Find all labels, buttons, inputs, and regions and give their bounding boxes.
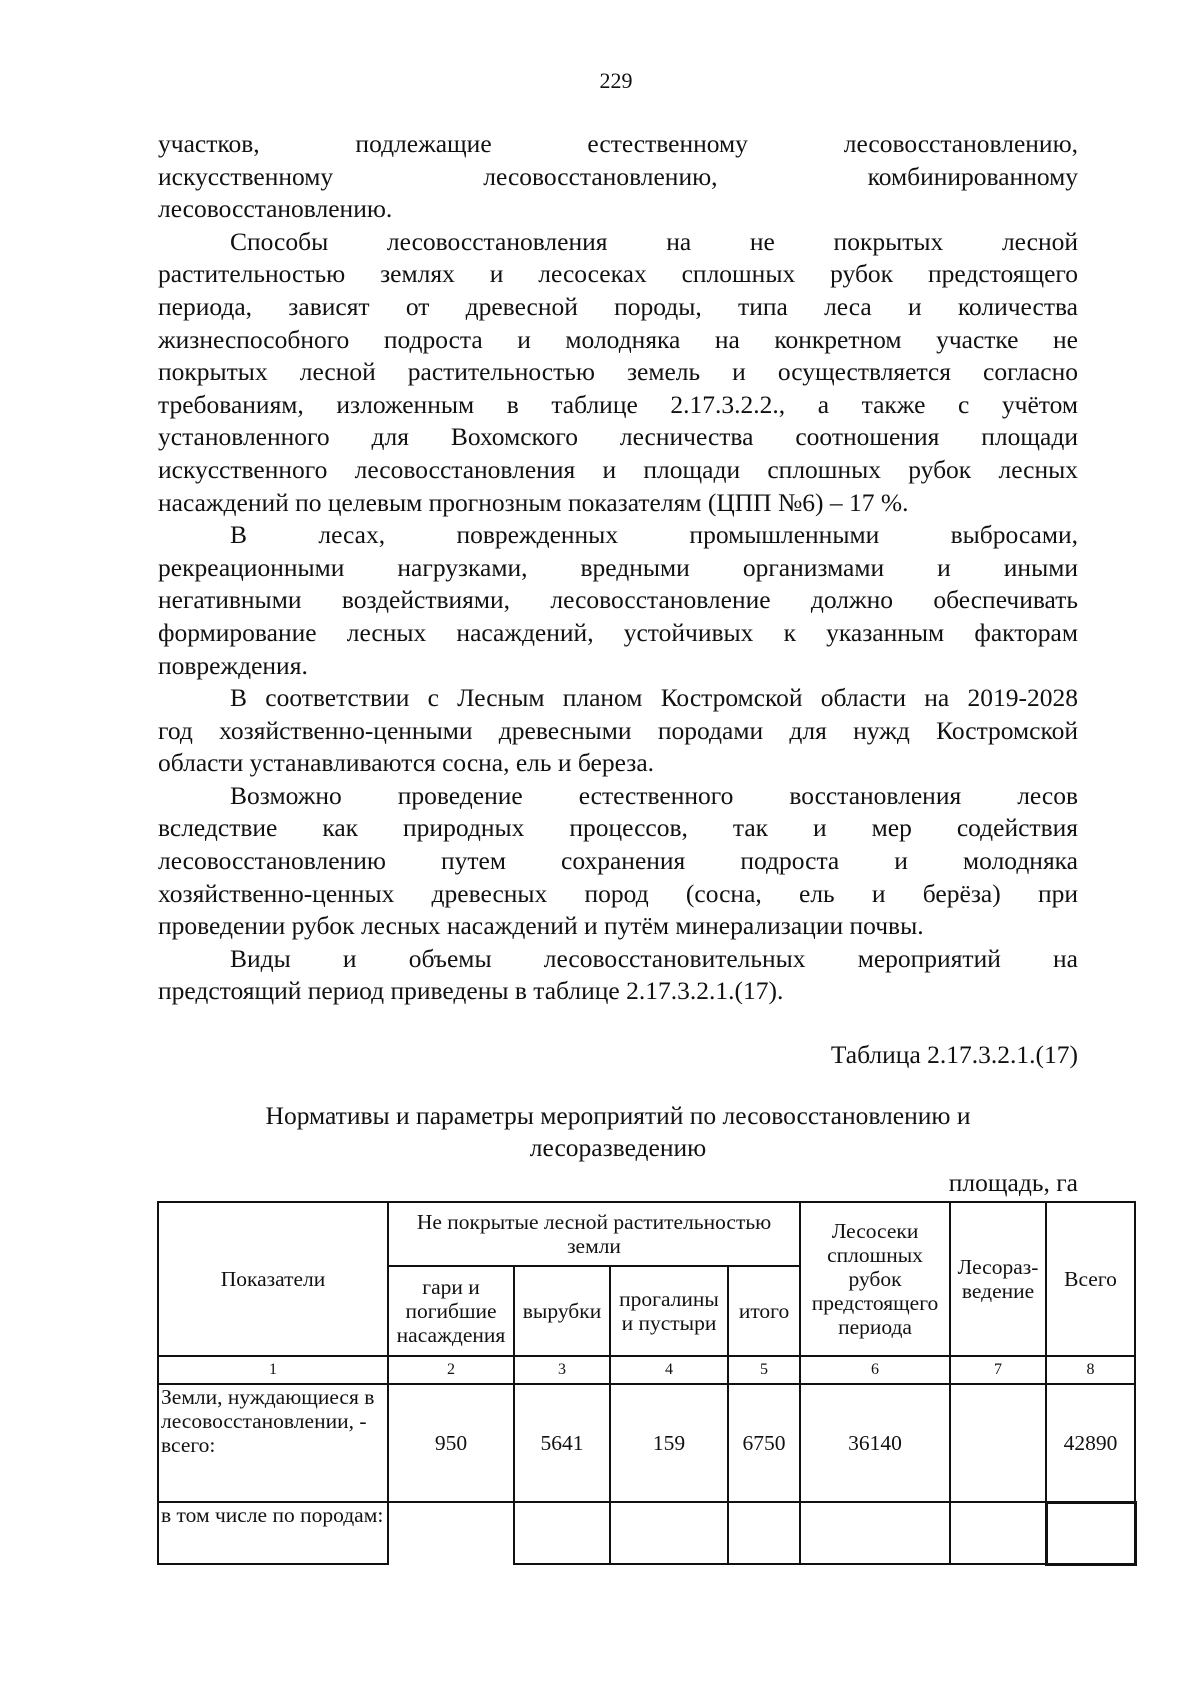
header-indicators: Показатели [158, 1202, 388, 1356]
table-row [158, 1384, 1135, 1502]
header-burned: гари и погибшие насаждения [388, 1266, 514, 1356]
table-cell [610, 1502, 728, 1564]
table-cell [950, 1384, 1046, 1502]
header-clearcuts: вырубки [514, 1266, 610, 1356]
table-cell [728, 1502, 800, 1564]
table-row [158, 1502, 1135, 1564]
paragraph: Виды и объемы лесовосстановительных мероприятий на [230, 943, 1078, 973]
header-not-covered-group: Не покрытые лесной растительностью земли [388, 1202, 800, 1266]
table-number: Таблица 2.17.3.2.1.(17) [830, 1040, 1078, 1069]
row-label: в том числе по породам: [158, 1502, 388, 1564]
paragraph-line: повреждения. [158, 650, 308, 680]
paragraph: участков, подлежащие естественному лесовосстановлению, искусственному лесовосстановлению, комбинированному [158, 129, 1078, 191]
header-subtotal: итого [728, 1266, 800, 1356]
table-cell [800, 1502, 950, 1564]
table-cell [950, 1502, 1046, 1564]
norms-table [157, 1201, 1137, 1566]
page-number: 229 [599, 68, 633, 93]
header-afforestation: Лесораз-ведение [950, 1202, 1046, 1356]
paragraph: В лесах, поврежденных промышленными выбросами, рекреационными нагрузками, вредными организмами и иными негативными воздействиями, лесовосстановление должно обеспечивать формирование лесных насаждений, устойчивых к указанным факторам [158, 520, 1078, 647]
row-label: Земли, нуждающиеся в лесовосстановлении, - всего: [158, 1384, 388, 1502]
column-number: 4 [610, 1356, 728, 1384]
column-number: 6 [800, 1356, 950, 1384]
column-number: 5 [728, 1356, 800, 1384]
table-title: Нормативы и параметры мероприятий по лесовосстановлению и лесоразведению [265, 1101, 971, 1162]
paragraph-line: проведении рубок лесных насаждений и путём минерализации почвы. [158, 911, 924, 941]
column-number: 8 [1046, 1356, 1135, 1384]
table-cell: 159 [610, 1384, 728, 1502]
column-number: 7 [950, 1356, 1046, 1384]
paragraph: Способы лесовосстановления на не покрытых лесной растительностью землях и лесосеках сплошных рубок предстоящего периода, зависят от древесной породы, типа леса и количества жизнеспособного подроста и молодняка на конкретном участке не покрытых лесной растительностью земель и осуществляется согласно требованиям, изложенным в таблице 2.17.3.2.2., а также с учётом установленного для Вохомского лесничества соотношения площади искусственного лесовосстановления и площади сплошных рубок лесных [158, 226, 1078, 484]
column-number: 1 [158, 1356, 388, 1384]
paragraph-line: области устанавливаются сосна, ель и береза. [158, 748, 655, 778]
table-cell: 6750 [728, 1384, 800, 1502]
column-number: 2 [388, 1356, 514, 1384]
header-total: Всего [1046, 1202, 1135, 1356]
paragraph: В соответствии с Лесным планом Костромской области на 2019-2028 год хозяйственно-ценными древесными породами для нужд Костромской [158, 683, 1078, 745]
unit-label: площадь, га [948, 1168, 1078, 1197]
table-cell: 950 [388, 1384, 514, 1502]
header-glades: прогалины и пустыри [610, 1266, 728, 1356]
column-number: 3 [514, 1356, 610, 1384]
table-cell [388, 1502, 514, 1564]
paragraph-line: лесовосстановлению. [158, 194, 393, 224]
header-cutting-areas: Лесосеки сплошных рубок предстоящего периода [800, 1202, 950, 1356]
table-cell [514, 1502, 610, 1564]
paragraph-line: предстоящий период приведены в таблице 2.17.3.2.1.(17). [158, 976, 784, 1006]
table-cell: 42890 [1046, 1384, 1135, 1502]
body-text [158, 128, 1078, 1008]
table-cell: 5641 [514, 1384, 610, 1502]
table-cell [1046, 1502, 1135, 1564]
paragraph-line: насаждений по целевым прогнозным показателям (ЦПП №6) – 17 %. [158, 487, 909, 517]
table-cell: 36140 [800, 1384, 950, 1502]
paragraph: Возможно проведение естественного восстановления лесов вследствие как природных процессов, так и мер содействия лесовосстановлению путем сохранения подроста и молодняка хозяйственно-ценных древесных пород (сосна, ель и берёза) при [158, 780, 1078, 908]
